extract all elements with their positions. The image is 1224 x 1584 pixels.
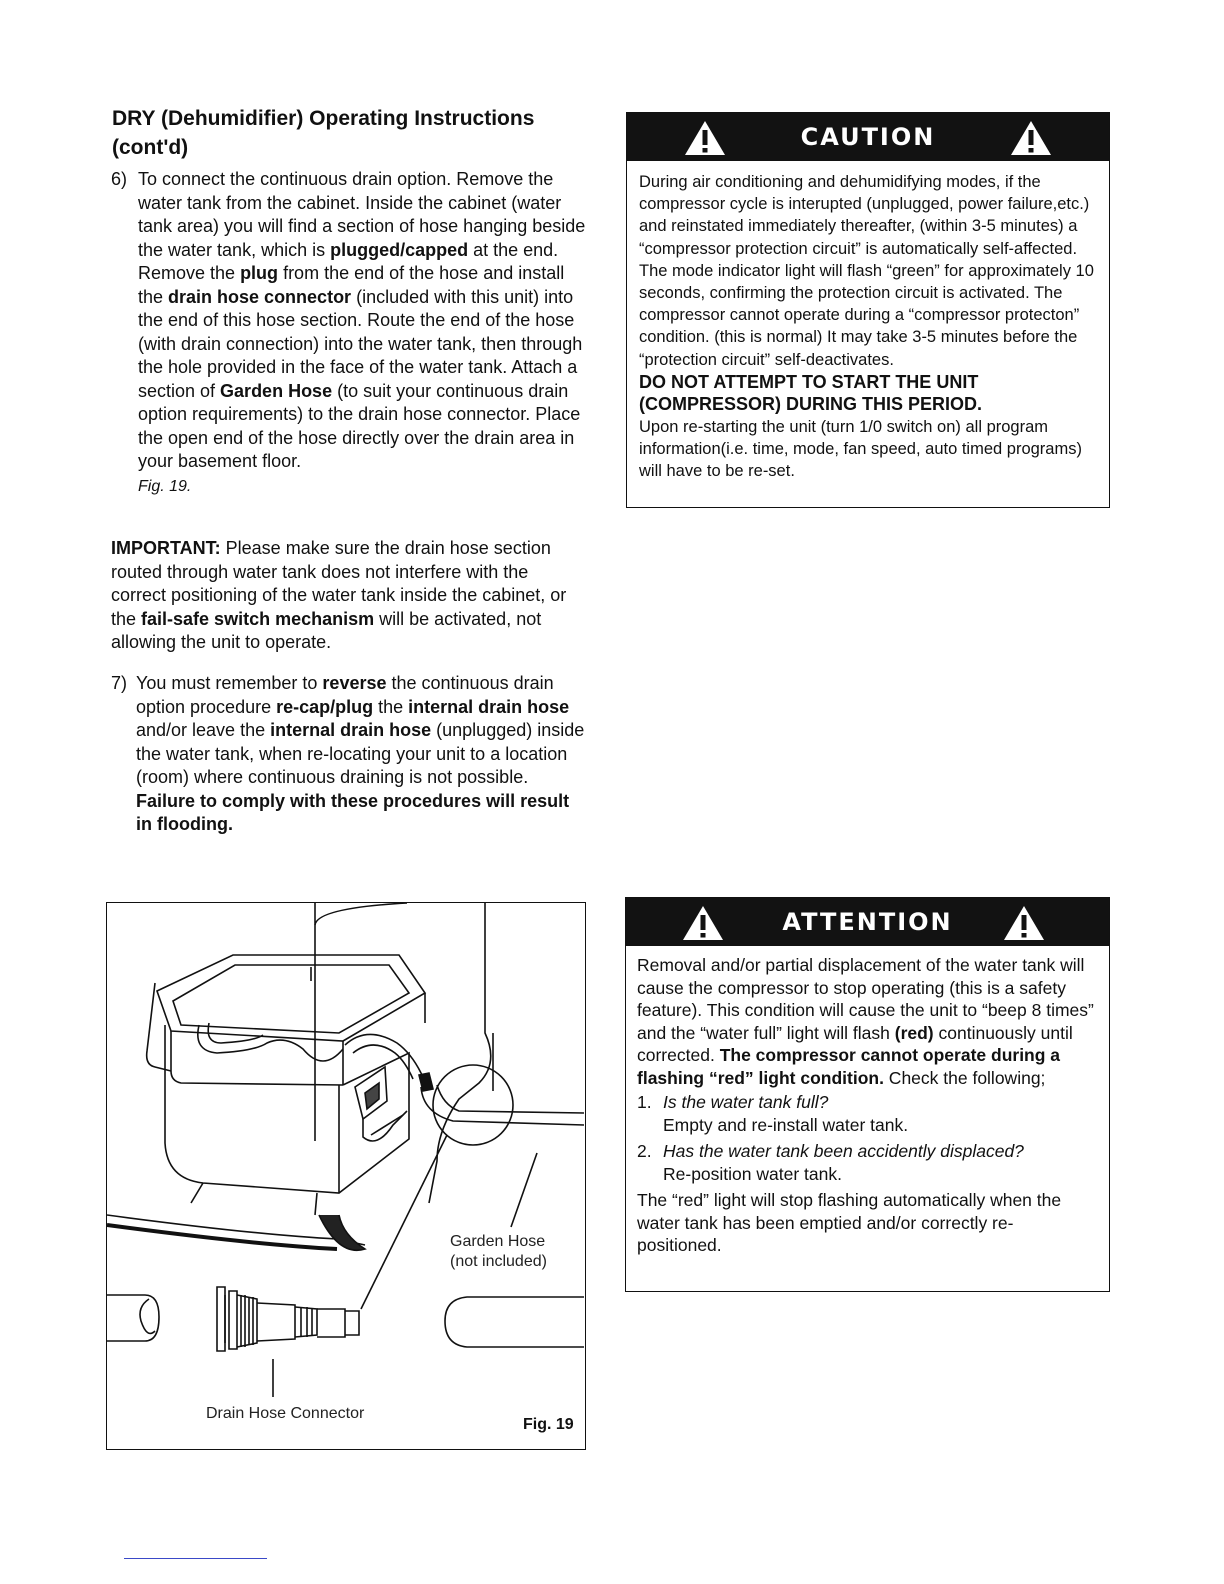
attention-box xyxy=(625,897,1110,1292)
step-6-body xyxy=(138,168,586,498)
bold-run: The compressor cannot operate during a flashing “red” light condition. xyxy=(637,1045,1061,1088)
bold-run: drain hose connector xyxy=(168,286,352,307)
bold-run: Garden Hose xyxy=(220,380,333,401)
step-number: 7) xyxy=(111,673,128,693)
garden-hose-line-1: Garden Hose xyxy=(450,1233,546,1250)
text-run: (included with this unit) into the end of this hose section. Route the end of the hose (with drain connection) into the water tank, then through the hole provided in the face of the water tank. Attach a section of xyxy=(138,286,583,401)
text-run: will be activated, not allowing the unit to operate. xyxy=(111,608,542,652)
attention-body xyxy=(637,954,1098,1089)
bold-run: in flooding. xyxy=(136,814,233,834)
text-run: Check the following; xyxy=(883,1067,1046,1088)
text-run: the xyxy=(373,696,409,717)
text-run: at the end. Remove the xyxy=(138,239,559,283)
text-run: You must remember to xyxy=(136,673,323,693)
step-7 xyxy=(111,672,586,837)
warning-triangle-icon xyxy=(683,119,727,157)
section-heading xyxy=(112,104,582,162)
garden-hose-label xyxy=(450,1232,547,1272)
heading-line-2: (cont'd) xyxy=(112,136,189,159)
figure-19 xyxy=(106,902,586,1450)
step-6 xyxy=(111,168,586,498)
figure-reference: Fig. 19. xyxy=(138,477,192,495)
text-run: the continuous drain option procedure xyxy=(136,673,554,717)
caution-title: CAUTION xyxy=(800,123,936,151)
caution-restart: Upon re-starting the unit (turn 1/0 switch on) all program information(i.e. time, mode, fan speed, auto timed programs) will have to be re-set. xyxy=(639,417,1082,481)
figure-number: Fig. 19 xyxy=(523,1416,574,1433)
list-item xyxy=(637,1140,1098,1185)
important-label: IMPORTANT: xyxy=(111,538,221,558)
text-run: (to suit your continuous drain option requirements) to the drain hose connector. Place the open end of the hose directly over the drain area in your basement floor. xyxy=(138,380,581,471)
bold-run: fail-safe switch mechanism xyxy=(141,608,375,629)
warning-triangle-icon xyxy=(1009,119,1053,157)
dehumidifier-illustration xyxy=(107,903,584,1448)
bold-run: plug xyxy=(240,263,279,283)
attention-title: ATTENTION xyxy=(782,908,953,936)
text-run: Please make sure the drain hose section routed through water tank does not interfere with the correct positioning of the water tank inside the cabinet, or the xyxy=(111,538,567,629)
check-list xyxy=(637,1091,1098,1185)
heading-line-1: DRY (Dehumidifier) Operating Instructions xyxy=(112,107,535,130)
list-answer: Empty and re-install water tank. xyxy=(663,1114,909,1135)
text-run: from the end of the hose and install the xyxy=(138,263,565,307)
bold-run: plugged/capped xyxy=(330,239,469,260)
caution-text xyxy=(627,161,1109,482)
bold-run: (red) xyxy=(894,1022,934,1043)
important-note xyxy=(111,537,586,655)
text-run: continuously until corrected. xyxy=(637,1022,1073,1065)
bold-run: Failure to comply with these procedures will result xyxy=(136,790,570,811)
text-run: Removal and/or partial displacement of the water tank will cause the compressor to stop operating (this is a safety feature). This condition will cause the unit to “beep 8 times” and the “water full” light will flash xyxy=(637,955,1094,1043)
list-number: 1. xyxy=(637,1092,652,1112)
warning-triangle-icon xyxy=(1002,904,1046,942)
step-7-body xyxy=(136,672,586,837)
attention-text xyxy=(626,946,1109,1257)
caution-body: During air conditioning and dehumidifying modes, if the compressor cycle is interupted (unplugged, power failure,etc.) and reinstated immediately thereafter, (within 3-5 minutes) a “compressor protection circuit” is automatically self-affected. The mode indicator light will flash “green” for approximately 10 seconds, confirming the protection circuit is activated. The compressor cannot operate during a “compressor protecton” condition. (this is normal) It may take 3-5 minutes before the “protection circuit” self-deactivates. xyxy=(639,173,1094,369)
attention-header xyxy=(626,898,1109,946)
caution-box xyxy=(626,112,1110,508)
text-run: (unplugged) inside the water tank, when re-locating your unit to a location (room) where continuous draining is not possible. xyxy=(136,720,585,787)
bold-run: reverse xyxy=(322,673,387,693)
text-run: To connect the continuous drain option. Remove the water tank from the cabinet. Inside the cabinet (water tank area) you will find a section of hose hanging beside the water tank, which is xyxy=(138,169,586,260)
list-question: Has the water tank been accidently displaced? xyxy=(663,1141,1024,1161)
text-run: and/or leave the xyxy=(136,720,271,740)
caution-warning: DO NOT ATTEMPT TO START THE UNIT (COMPRESSOR) DURING THIS PERIOD. xyxy=(639,371,983,415)
list-item xyxy=(637,1091,1098,1136)
list-number: 2. xyxy=(637,1141,652,1161)
bold-run: internal drain hose xyxy=(270,720,432,740)
connector-label: Drain Hose Connector xyxy=(206,1405,365,1422)
warning-triangle-icon xyxy=(681,904,725,942)
caution-header xyxy=(627,113,1109,161)
list-question: Is the water tank full? xyxy=(663,1092,829,1112)
bold-run: re-cap/plug xyxy=(276,696,374,717)
attention-closing: The “red” light will stop flashing automatically when the water tank has been emptied and/or correctly re-positioned. xyxy=(637,1190,1062,1255)
footer-divider xyxy=(124,1558,267,1559)
step-number: 6) xyxy=(111,169,128,189)
list-answer: Re-position water tank. xyxy=(663,1163,842,1184)
garden-hose-line-2: (not included) xyxy=(450,1253,547,1270)
bold-run: internal drain hose xyxy=(408,696,570,717)
